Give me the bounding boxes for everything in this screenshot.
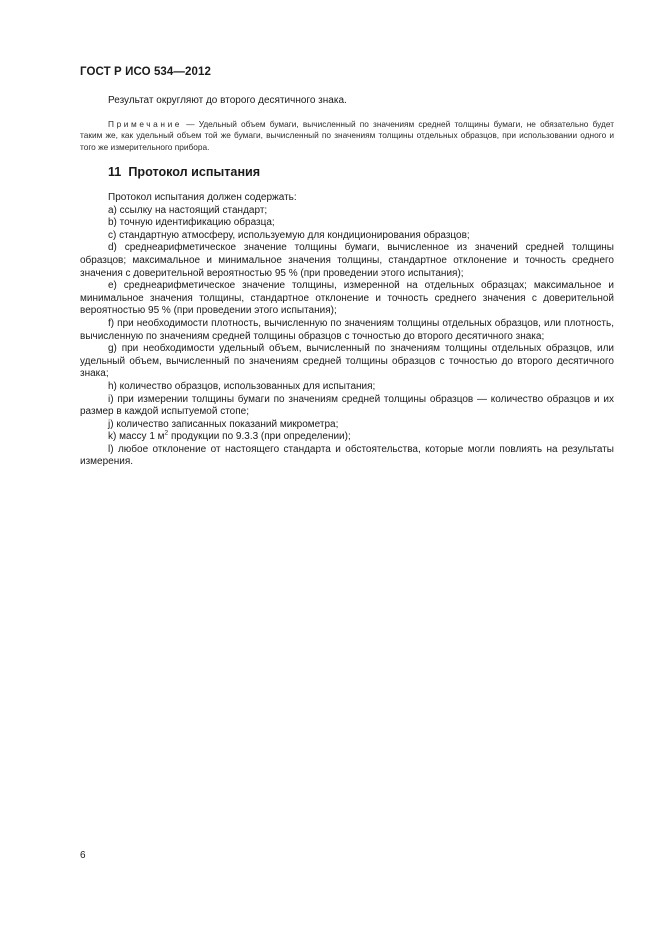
section-heading <box>108 165 260 179</box>
list-item-j: j) количество записанных показаний микрометра; <box>108 418 339 430</box>
document-code-header: ГОСТ Р ИСО 534—2012 <box>80 66 212 78</box>
page-number: 6 <box>80 850 86 861</box>
list-item-l: l) любое отклонение от настоящего стандарта и обстоятельства, которые могли повлиять на результаты измерения. <box>80 443 614 468</box>
list-item-d: d) среднеарифметическое значение толщины бумаги, вычисленное из значений средней толщины образцов; максимальное и минимальное значения толщины, стандартное отклонение и точность среднего значения с доверительной вероятностью 95 % (при проведении этого испытания); <box>80 242 614 279</box>
list-item-k-end: продукции по 9.3.3 (при определении); <box>168 431 351 443</box>
list-item-c: c) стандартную атмосферу, используемую для кондиционирования образцов; <box>108 229 470 241</box>
section-number: 11 <box>108 165 122 179</box>
list-item-a: a) ссылку на настоящий стандарт; <box>108 204 268 216</box>
list-item-f: f) при необходимости плотность, вычисленную по значениям толщины отдельных образцов, или плотность, вычисленную по значениям средней толщины образцов с точностью до второго десятичного знака; <box>80 317 614 342</box>
protocol-list <box>80 192 614 469</box>
note-text: — Удельный объем бумаги, вычисленный по значениям средней толщины бумаги, не обязательно будет таким же, как удельный объем той же бумаги, вычисленный по значениям толщины отдельных образцов, при использовании одного и того же измерительного прибора. <box>80 119 614 152</box>
list-item-h: h) количество образцов, использованных для испытания; <box>108 380 376 392</box>
rounding-text: Результат округляют до второго десятичного знака. <box>108 95 347 106</box>
list-item-i: i) при измерении толщины бумаги по значениям средней толщины образцов — количество образцов и их размер в каждой испытуемой стопе; <box>80 393 614 418</box>
list-item-e: e) среднеарифметическое значение толщины, измеренной на отдельных образцах; максимальное и минимальное значения толщины, стандартное отклонение и точность среднего значения с доверительной вероятностью 95 % (при проведении этого испытания); <box>80 280 614 317</box>
list-item-b: b) точную идентификацию образца; <box>108 217 275 229</box>
rounding-paragraph <box>80 95 614 108</box>
protocol-intro: Протокол испытания должен содержать: <box>108 192 297 203</box>
list-item-k <box>80 431 614 444</box>
section-title: Протокол испытания <box>128 165 261 179</box>
list-item-k-superscript: 2 <box>164 429 169 437</box>
note-paragraph <box>80 119 614 153</box>
note-block <box>80 119 614 153</box>
note-lead: Примечание <box>108 119 183 129</box>
list-item-g: g) при необходимости удельный объем, вычисленный по значениям толщины отдельных образцов, или удельный объем, вычисленный по значениям средней толщины образцов с точностью до второго десятичного знака; <box>80 343 614 380</box>
list-item-k-start: k) массу 1 м <box>108 431 165 443</box>
